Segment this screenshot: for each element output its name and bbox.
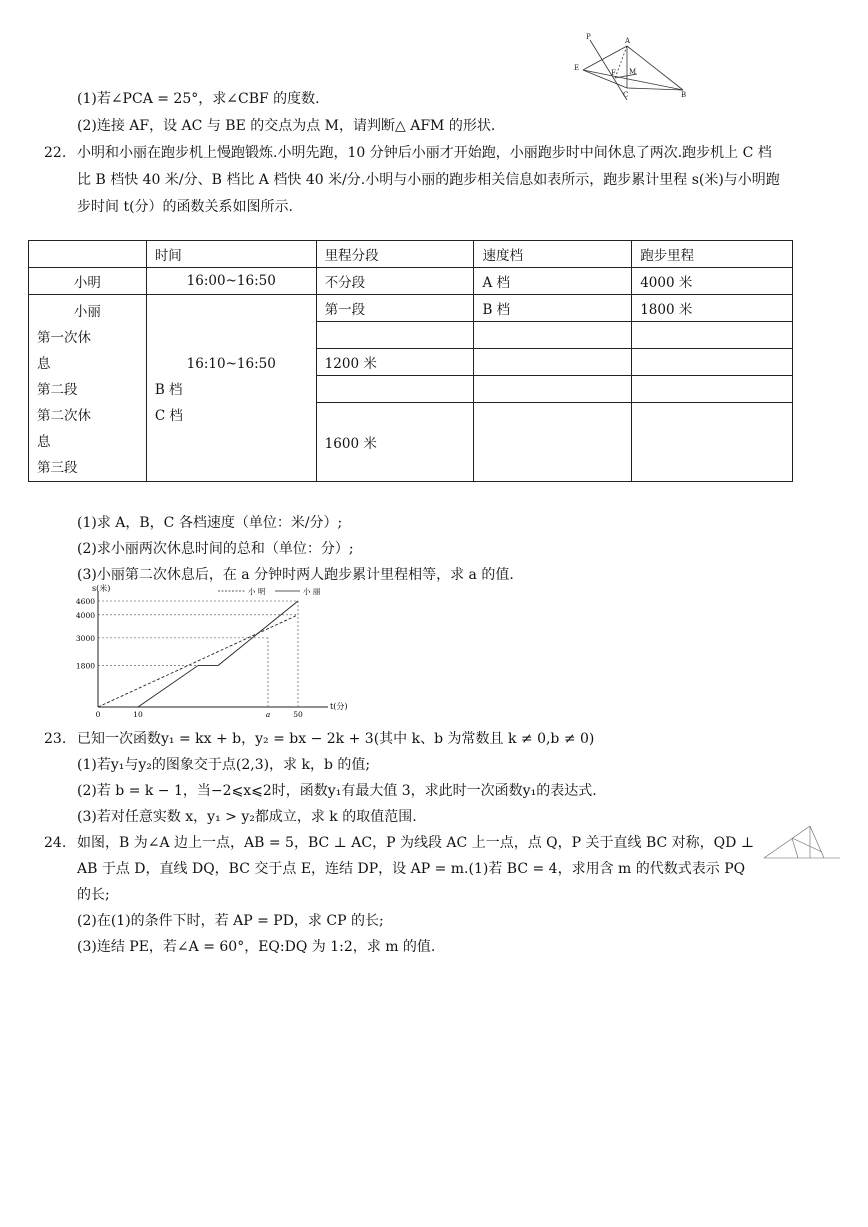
y-tick-label: 1800 (75, 661, 95, 671)
fig1-label-b: B (681, 91, 687, 99)
fig1-label-m: M (629, 68, 637, 76)
xm-time: 16:00~16:50 (146, 268, 316, 295)
q22-line2: 比 B 档快 40 米/分、B 档比 A 档快 40 米/分.小明与小丽的跑步相关信息如表所示，跑步累计里程 s(米)与小明跑 (77, 172, 780, 188)
q22-sub1: (1)求 A，B，C 各档速度（单位：米/分）; (77, 515, 343, 531)
q22-sub3: (3)小丽第二次休息后，在 a 分钟时两人跑步累计里程相等，求 a 的值. (77, 567, 514, 583)
q22-info-table (28, 240, 793, 482)
q21-geometry-figure (565, 28, 695, 103)
q22-number: 22. (44, 145, 67, 161)
xl-rest1-a: 第一次休 (37, 330, 91, 346)
q23-sub3: (3)若对任意实数 x，y₁ > y₂都成立，求 k 的取值范围. (77, 809, 417, 825)
xl-time-cell (146, 295, 316, 482)
xl-seg1: 第一段 (316, 295, 474, 322)
x-axis-label: t(分) (330, 702, 348, 711)
legend-label-xiaoli: 小 丽 (303, 587, 321, 596)
table-header-segment: 里程分段 (316, 241, 474, 268)
xl-name: 小丽 (73, 304, 101, 320)
y-axis-label: s(米) (92, 584, 111, 593)
fig1-label-a: A (625, 37, 631, 45)
xl-rest2-a: 第二次休 (37, 408, 91, 424)
q23-sub2: (2)若 b = k − 1，当−2⩽x⩽2时，函数y₁有最大值 3，求此时一次函数y₁的表达式. (77, 783, 597, 799)
xl-rest2-b: 息 (37, 434, 51, 450)
table-row-xiaoli-1 (29, 295, 793, 322)
fig1-label-p: P (586, 33, 591, 41)
q22-line1: 小明和小丽在跑步机上慢跑锻炼.小明先跑，10 分钟后小丽才开始跑，小丽跑步时中间休息了两次.跑步机上 C 档 (77, 145, 772, 161)
q23-number: 23. (44, 731, 67, 747)
xl-time: 16:10~16:50 (186, 356, 276, 372)
xl-seg2: 第二段 (37, 382, 78, 398)
q22-sub2: (2)求小丽两次休息时间的总和（单位：分）; (77, 541, 354, 557)
xl-dist-1600: 1600 米 (316, 403, 474, 482)
xl-gear-c: C 档 (154, 408, 183, 424)
fig1-label-c: C (623, 91, 629, 99)
xl-gear-b: B 档 (154, 382, 183, 398)
table-header-row (29, 241, 793, 268)
q24-number: 24. (44, 835, 67, 851)
xl-rest1-b: 息 (37, 356, 51, 372)
q24-geometry-figure (762, 822, 842, 864)
x-tick-label: 10 (133, 710, 143, 718)
q24-sub2: (2)在(1)的条件下时，若 AP = PD，求 CP 的长; (77, 913, 384, 929)
table-header-gear: 速度档 (474, 241, 632, 268)
y-tick-label: 3000 (75, 633, 95, 643)
fig1-label-f: F (611, 69, 616, 77)
table-row-xiaoming (29, 268, 793, 295)
x-tick-label: a (265, 710, 271, 718)
q23-sub1: (1)若y₁与y₂的图象交于点(2,3)，求 k，b 的值; (77, 757, 371, 773)
xl-seg1-distance: 1800 米 (632, 295, 793, 322)
xl-seg3: 第三段 (37, 460, 78, 476)
xm-segment: 不分段 (316, 268, 474, 295)
series-line-1 (138, 601, 298, 707)
xl-name-cell (29, 295, 147, 482)
q23-line1: 已知一次函数y₁ = kx + b，y₂ = bx − 2k + 3(其中 k、b 为常数且 k ≠ 0,b ≠ 0) (77, 731, 595, 747)
xm-distance: 4000 米 (632, 268, 793, 295)
q24-paragraph: 如图，B 为∠A 边上一点，AB = 5，BC ⊥ AC，P 为线段 AC 上一点，点 Q，P 关于直线 BC 对称，QD ⊥ AB 于点 D，直线 DQ，BC 交于点 E，连结 DP，设 AP = m.(1)若 BC = 4，求用含 m 的代数式表示 PQ 的长; (77, 835, 754, 903)
q21-sub2: (2)连接 AF，设 AC 与 BE 的交点为点 M，请判断△ AFM 的形状. (77, 118, 496, 134)
y-tick-label: 4000 (75, 610, 95, 620)
x-tick-label: 0 (95, 710, 101, 718)
q21-sub1: (1)若∠PCA = 25°，求∠CBF 的度数. (77, 91, 320, 107)
q22-line3: 步时间 t(分）的函数关系如图所示. (77, 199, 293, 215)
y-tick-label: 4600 (75, 597, 95, 606)
fig1-label-e: E (574, 64, 580, 72)
x-tick-label: 50 (293, 710, 303, 718)
table-header-blank (29, 241, 147, 268)
legend-label-xiaoming: 小 明 (248, 587, 266, 596)
q22-distance-time-chart (60, 583, 360, 718)
xm-name: 小明 (29, 268, 147, 295)
xl-seg1-gear: B 档 (474, 295, 632, 322)
xl-dist-1200: 1200 米 (316, 349, 474, 376)
q24-sub3: (3)连结 PE，若∠A = 60°，EQ:DQ 为 1:2，求 m 的值. (77, 939, 436, 955)
xm-gear: A 档 (474, 268, 632, 295)
table-header-distance: 跑步里程 (632, 241, 793, 268)
table-header-time: 时间 (146, 241, 316, 268)
